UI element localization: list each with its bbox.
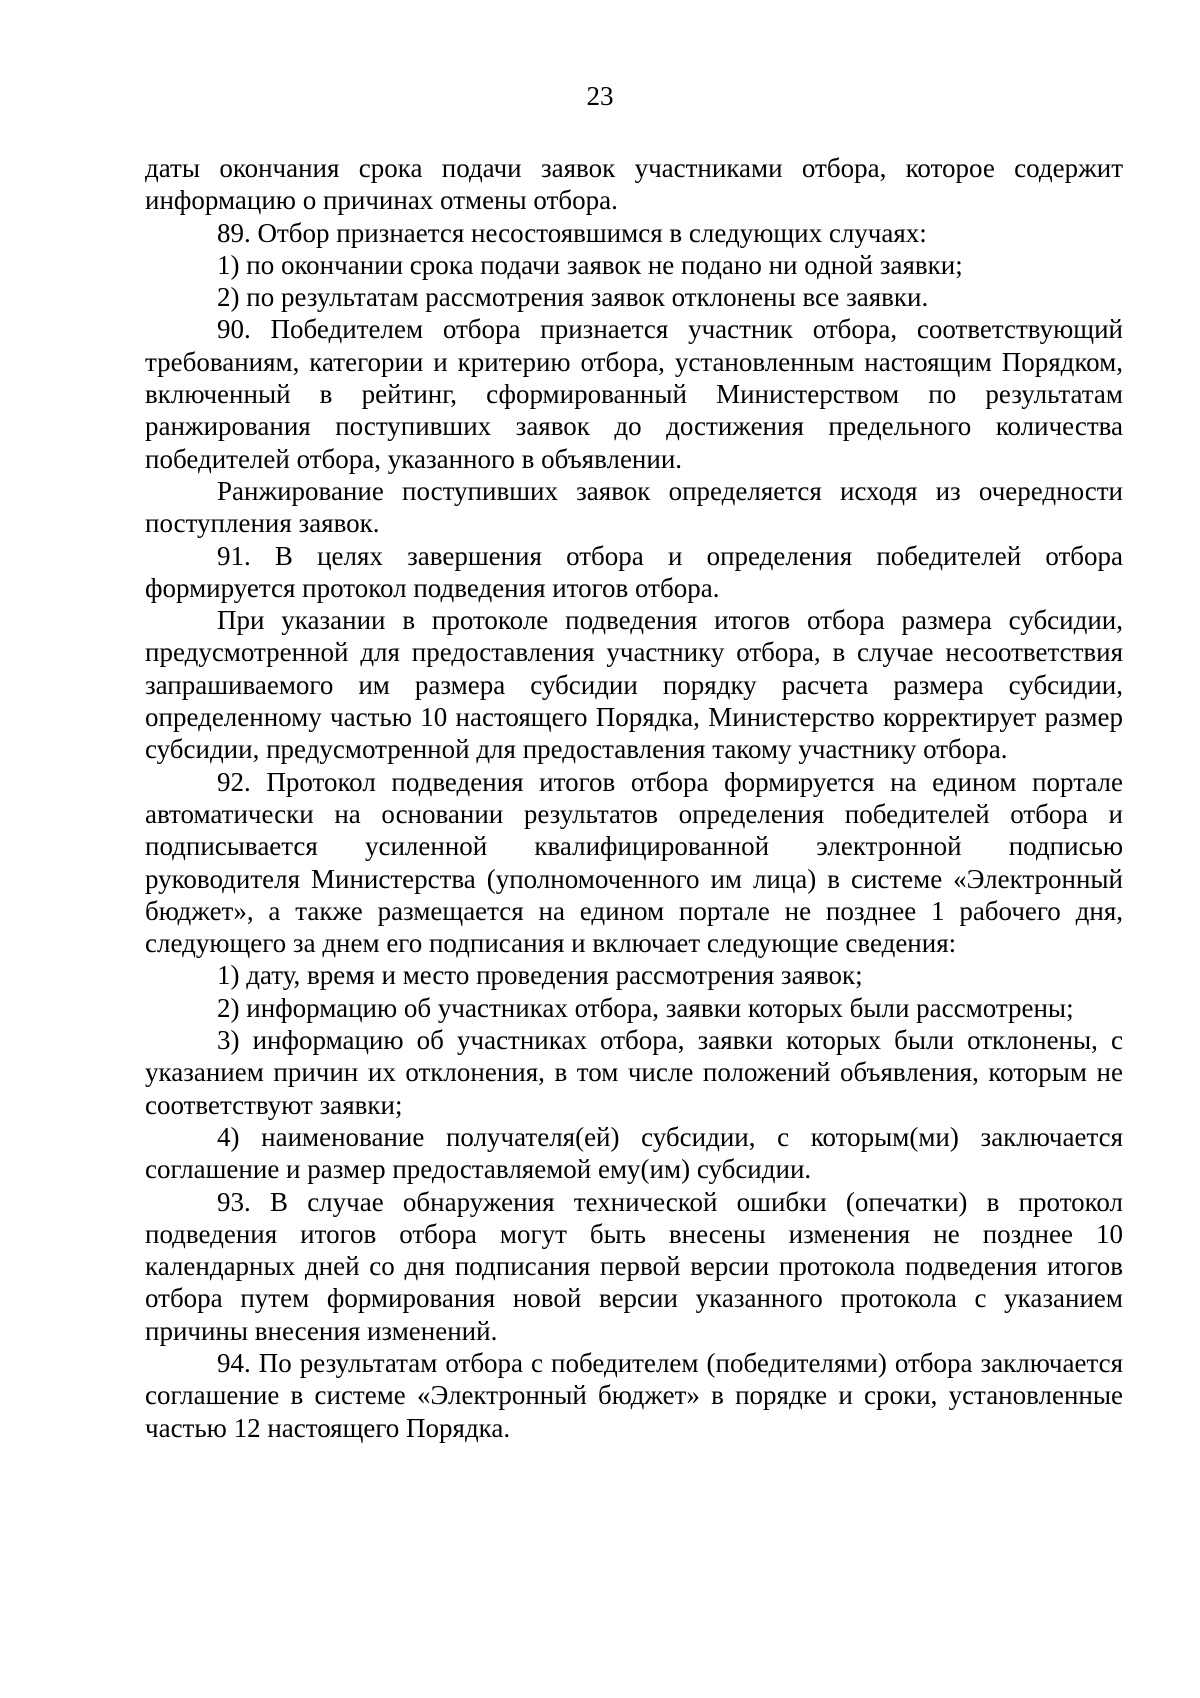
paragraph: 1) по окончании срока подачи заявок не подано ни одной заявки; <box>217 249 963 280</box>
page-number: 23 <box>586 81 614 111</box>
paragraph: 2) информацию об участниках отбора, заявки которых были рассмотрены; <box>217 992 1074 1023</box>
paragraph: 89. Отбор признается несостоявшимся в следующих случаях: <box>217 217 927 248</box>
paragraph: 94. По результатам отбора с победителем (победителями) отбора заключается соглашение в системе «Электронный бюджет» в порядке и сроки, установленные частью 12 настоящего Порядка. <box>145 1347 1123 1443</box>
paragraph: Ранжирование поступивших заявок определяется исходя из очередности поступления заявок. <box>145 475 1123 539</box>
paragraph: 93. В случае обнаружения технической ошибки (опечатки) в протокол подведения итогов отбора могут быть внесены изменения не позднее 10 календарных дней со дня подписания первой версии протокола подведения итогов отбора путем формирования новой версии указанного протокола с указанием причины внесения изменений. <box>145 1186 1123 1346</box>
paragraph: 90. Победителем отбора признается участник отбора, соответствующий требованиям, категории и критерию отбора, установленным настоящим Порядком, включенный в рейтинг, сформированный Министерством по результатам ранжирования поступивших заявок до достижения предельного количества победителей отбора, указанного в объявлении. <box>145 314 1123 474</box>
paragraph: 1) дату, время и место проведения рассмотрения заявок; <box>217 960 863 991</box>
paragraph: 92. Протокол подведения итогов отбора формируется на едином портале автоматически на основании результатов определения победителей отбора и подписывается усиленной квалифицированной электронной подписью руководителя Министерства (уполномоченного им лица) в системе «Электронный бюджет», а также размещается на едином портале не позднее 1 рабочего дня, следующего за днем его подписания и включает следующие сведения: <box>145 766 1123 959</box>
paragraph: даты окончания срока подачи заявок участниками отбора, которое содержит информацию о причинах отмены отбора. <box>145 153 1123 216</box>
paragraph: 91. В целях завершения отбора и определения победителей отбора формируется протокол подведения итогов отбора. <box>145 540 1123 603</box>
paragraph: 4) наименование получателя(ей) субсидии, с которым(ми) заключается соглашение и размер предоставляемой ему(им) субсидии. <box>145 1121 1123 1185</box>
paragraph: При указании в протоколе подведения итогов отбора размера субсидии, предусмотренной для предоставления участнику отбора, в случае несоответствия запрашиваемого им размера субсидии порядку расчета размера субсидии, определенному частью 10 настоящего Порядка, Министерство корректирует размер субсидии, предусмотренной для предоставления такому участнику отбора. <box>145 605 1123 765</box>
paragraph: 3) информацию об участниках отбора, заявки которых были отклонены, с указанием причин их отклонения, в том числе положений объявления, которым не соответствуют заявки; <box>145 1025 1123 1120</box>
paragraph: 2) по результатам рассмотрения заявок отклонены все заявки. <box>217 282 929 313</box>
document-body <box>145 152 1123 1444</box>
